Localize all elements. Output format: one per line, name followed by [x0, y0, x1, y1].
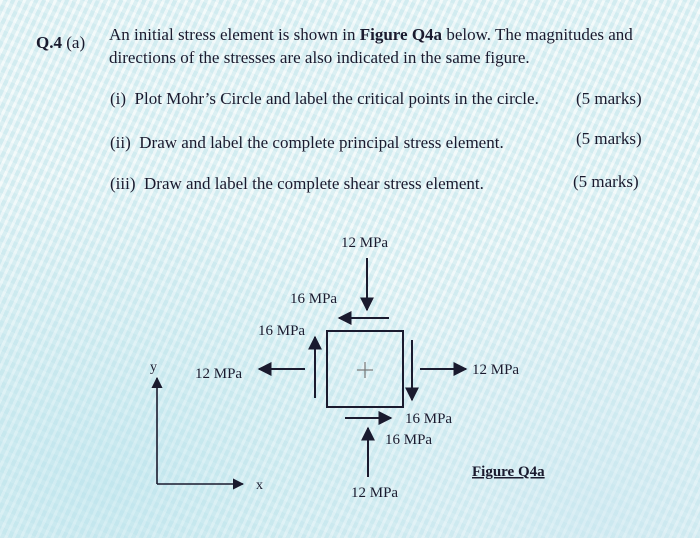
question-number-text: Q.4: [36, 33, 62, 52]
right-normal-label: 12 MPa: [472, 362, 520, 378]
subpart-iii-marks: (5 marks): [573, 172, 639, 191]
y-axis-label: y: [150, 360, 157, 375]
right-shear-label: 16 MPa: [405, 411, 453, 427]
stem-line1-pre: An initial stress element is shown in: [109, 25, 360, 44]
center-cross: [357, 362, 373, 378]
question-part: (a): [66, 33, 86, 52]
left-shear-label: 16 MPa: [258, 323, 306, 339]
stem-figure-ref: Figure Q4a: [359, 25, 443, 44]
subpart-ii-text: Draw and label the complete principal stress element.: [139, 133, 504, 152]
subpart-ii-marks: (5 marks): [576, 129, 642, 148]
bottom-shear-label: 16 MPa: [385, 432, 433, 448]
figure-caption: Figure Q4a: [472, 464, 545, 480]
top-shear-label: 16 MPa: [290, 291, 338, 307]
subpart-ii-label: (ii): [110, 133, 131, 152]
subpart-iii-label: (iii): [110, 174, 136, 193]
bottom-normal-label: 12 MPa: [351, 485, 399, 501]
subpart-i-marks: (5 marks): [576, 89, 642, 108]
question-stem-line2: directions of the stresses are also indicated in the same figure.: [109, 48, 530, 67]
subpart-i-label: (i): [110, 89, 127, 108]
subpart-i-text: Plot Mohr’s Circle and label the critical points in the circle.: [134, 89, 539, 108]
stem-line1-post: below. The magnitudes and: [442, 25, 633, 44]
left-normal-label: 12 MPa: [195, 366, 243, 382]
top-normal-label: 12 MPa: [341, 235, 389, 251]
x-axis-label: x: [256, 478, 263, 493]
subpart-iii-text: Draw and label the complete shear stress element.: [144, 174, 484, 193]
